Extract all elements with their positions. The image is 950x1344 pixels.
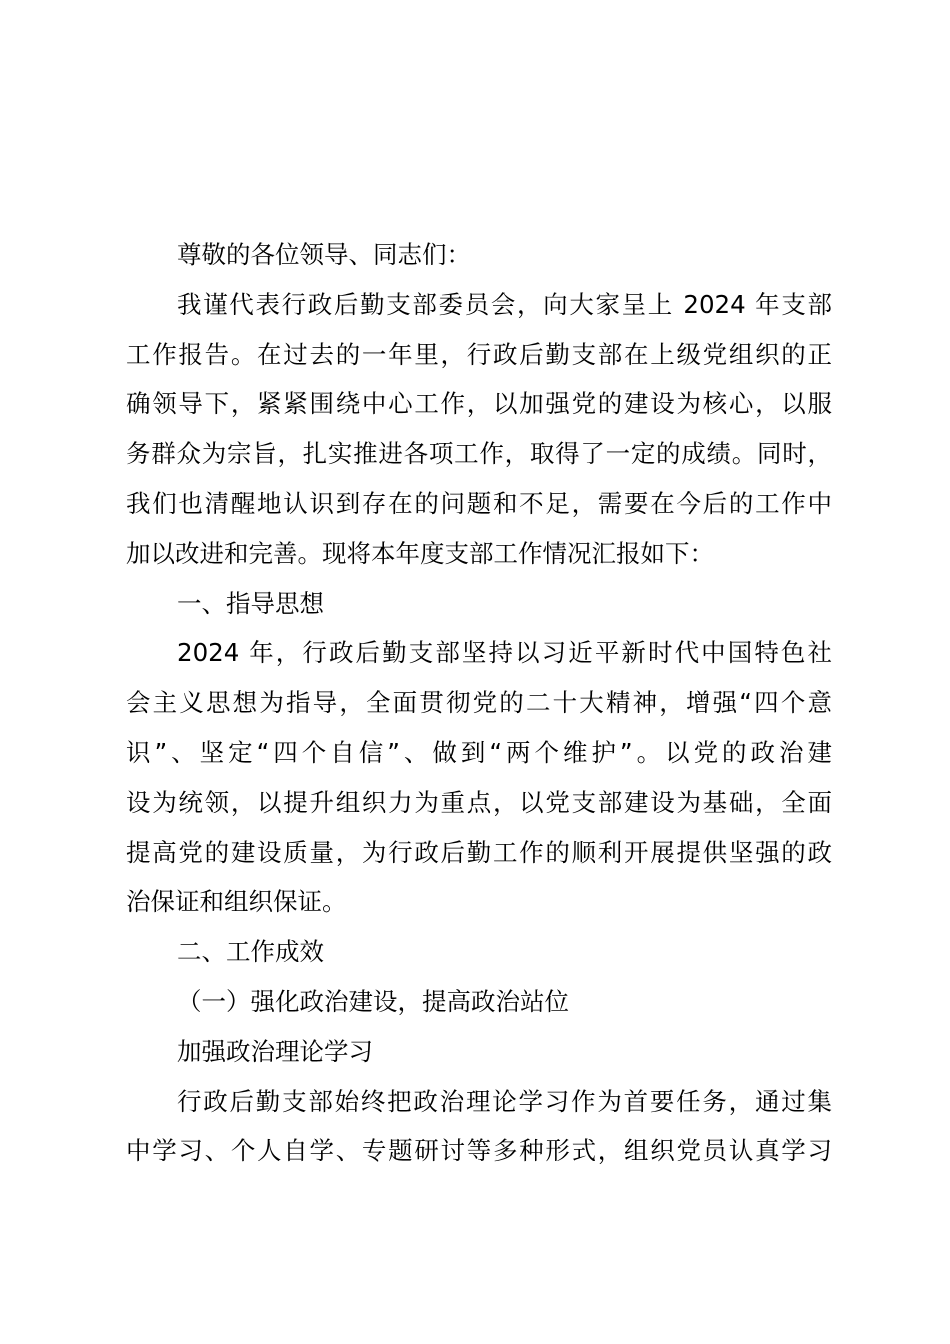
document-body	[126, 230, 832, 1176]
section-heading-work-results: 二、工作成效	[177, 937, 324, 967]
theory-study-paragraph	[126, 1077, 832, 1177]
paragraph-line: 设为统领，以提升组织力为重点，以党支部建设为基础，全面	[126, 787, 832, 817]
intro-line: 加以改进和完善。现将本年度支部工作情况汇报如下：	[126, 538, 714, 568]
subsection-heading-political-building: （一）强化政治建设，提高政治站位	[177, 986, 569, 1016]
intro-line: 我们也清醒地认识到存在的问题和不足，需要在今后的工作中	[126, 488, 832, 518]
paragraph-line: 提高党的建设质量，为行政后勤工作的顺利开展提供坚强的政	[126, 837, 832, 867]
salutation: 尊敬的各位领导、同志们：	[177, 240, 471, 269]
intro-line: 工作报告。在过去的一年里，行政后勤支部在上级党组织的正	[126, 339, 832, 369]
intro-line: 务群众为宗旨，扎实推进各项工作，取得了一定的成绩。同时，	[126, 439, 832, 469]
paragraph-line: 识”、坚定“四个自信”、做到“两个维护”。以党的政治建	[126, 737, 832, 767]
paragraph-line: 治保证和组织保证。	[126, 887, 347, 917]
intro-line: 我谨代表行政后勤支部委员会，向大家呈上 2024 年支部	[177, 289, 832, 319]
paragraph-line: 会主义思想为指导，全面贯彻党的二十大精神，增强“四个意	[126, 688, 832, 718]
item-heading-theory-study: 加强政治理论学习	[177, 1036, 373, 1066]
paragraph-line: 2024 年，行政后勤支部坚持以习近平新时代中国特色社	[177, 638, 832, 668]
guiding-ideology-paragraph	[126, 628, 832, 927]
intro-line: 确领导下，紧紧围绕中心工作，以加强党的建设为核心，以服	[126, 389, 832, 419]
intro-paragraph	[126, 280, 832, 579]
paragraph-line: 中学习、个人自学、专题研讨等多种形式，组织党员认真学习	[126, 1136, 832, 1166]
paragraph-line: 行政后勤支部始终把政治理论学习作为首要任务，通过集	[177, 1086, 832, 1116]
section-heading-guiding-ideology: 一、指导思想	[177, 588, 324, 618]
